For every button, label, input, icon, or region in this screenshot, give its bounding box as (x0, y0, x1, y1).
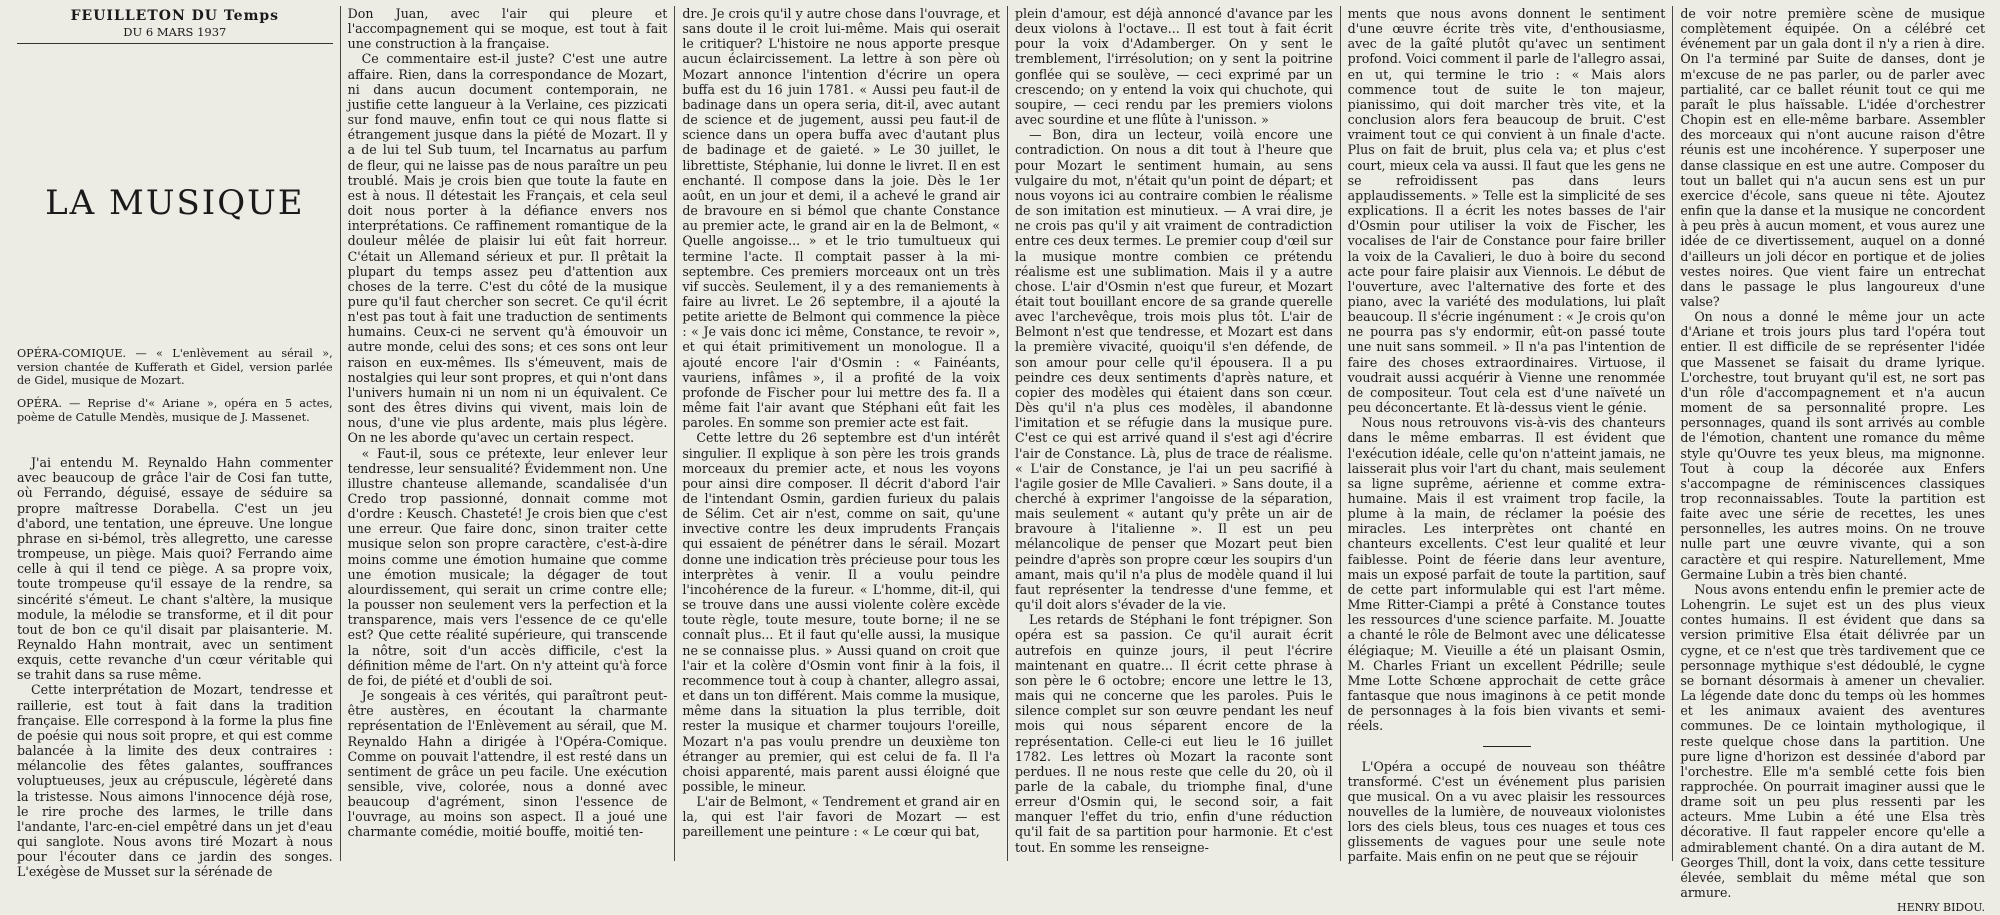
paragraph: Je songeais à ces vérités, qui paraîtront peut-être austères, en écoutant la charmante représentation de l'Enlèvement au sérail, que M. Reynaldo Hahn a dirigée à l'Opéra-Comique. Comme on pouvait l'attendre, il est resté dans un sentiment de grâce un peu facile. Une exécution sensible, vive, colorée, nous a donné avec beaucoup d'agrément, sinon l'essence de l'ouvrage, au moins son aspect. Il a joué une charmante comédie, moitié bouffe, moitié ten- (347, 688, 668, 840)
author-signature: HENRY BIDOU. (1897, 901, 1986, 915)
paragraph: J'ai entendu M. Reynaldo Hahn commenter avec beaucoup de grâce l'air de Cosi fan tutte, où Ferrando, déguisé, essaye de séduire sa propre maîtresse Dorabella. C'est un jeu d'abord, une tentation, une épreuve. Une longue phrase en si-bémol, très allegretto, une caresse trompeuse, un piège. Mais quoi? Ferrando aime celle à qui il tend ce piège. A sa propre voix, toute trompeuse qu'il essaye de la rendre, sa sincérité s'émeut. Le chant s'altère, la musique module, la mélodie se transforme, et il dit pour tout de bon ce qu'il disait par plaisanterie. M. Reynaldo Hahn montrait, avec un sentiment exquis, cette revanche d'un cœur véritable qui se trahit dans sa ruse même. (17, 455, 333, 683)
column-6 (1672, 6, 1992, 915)
column-4 (1007, 6, 1340, 861)
feuilleton-title: FEUILLETON DU Temps (70, 8, 280, 24)
spacer (17, 433, 333, 455)
article-title: LA MUSIQUE (45, 183, 305, 223)
paragraph: On nous a donné le même jour un acte d'Ariane et trois jours plus tard l'opéra tout entier. Il est difficile de se représenter l'idée que Massenet se faisait du drame lyrique. L'orchestre, tout bruyant qu'il est, ne sort pas d'un rôle d'accompagnement et n'a aucun moment de sa personnalité propre. Les personnages, quand ils sont arrivés au comble de l'émotion, chantent une romance du même style qu'Ouvre tes yeux bleus, ma mignonne. Tout à coup la décorée aux Enfers s'accompagne de réminiscences classiques trop reconnaissables. Toute la partition est faite avec une série de recettes, les unes personnelles, les autres moins. On ne trouve nulle part une œuvre vivante, qui a son caractère et qui respire. Naturellement, Mme Germaine Lubin a très bien chanté. (1680, 309, 1986, 582)
column-5 (1340, 6, 1673, 865)
paragraph: L'Opéra a occupé de nouveau son théâtre transformé. C'est un événement plus parisien que musical. On a vu avec plaisir les ressources nouvelles de la lumière, de nouveaux violonistes lors des ciels bleus, tous ces nuages et tous ces glissements de vagues pour une seule note parfaite. Mais enfin on ne peut que se réjouir (1347, 758, 1666, 865)
paragraph: « Faut-il, sous ce prétexte, leur enlever leur tendresse, leur sensualité? Évidemment non. Une illustre chanteuse allemande, scandalisée d'un Credo trop passionné, donnait comme mot d'ordre : Keusch. Chasteté! Je crois bien que c'est une erreur. Que faire donc, sinon traiter cette musique selon son propre caractère, c'est-à-dire moins comme une émotion humaine que comme une émotion musicale; la dégager de tout alourdissement, qui serait un crime contre elle; la pousser non seulement vers la perfection et la transparence, mais vers l'essence de ce qu'elle est? Que cette réalité supérieure, qui transcende la nôtre, soit d'un accès difficile, c'est la définition même de l'art. On n'y atteint qu'à force de foi, de piété et d'oubli de soi. (347, 445, 668, 688)
paragraph: ments que nous avons donnent le sentiment d'une œuvre écrite très vite, d'enthousiasme, avec de la gaîté plutôt qu'avec un sentiment profond. Voici comment il parle de l'allegro assai, en ut, qui termine le trio : « Mais alors commence tout de suite le ton majeur, pianissimo, qui doit marcher très vite, et la conclusion alors fera beaucoup de bruit. C'est vraiment tout ce qui convient à un finale d'acte. Plus on fait de bruit, plus cela va; et plus c'est court, mieux cela va aussi. Il faut que les gens ne se refroidissent pas dans leurs applaudissements. » Telle est la simplicité de ses explications. Il a écrit les notes basses de l'air d'Osmin pour utiliser la voix de Fischer, les vocalises de l'air de Constance pour faire briller la voix de la Cavalieri, le duo à boire du second acte pour faire plaisir aux Viennois. Le début de l'ouverture, avec l'alternative des forte et des piano, avec la variété des modulations, lui plaît beaucoup. Il s'écrie ingénument : « Je crois qu'on ne pourra pas s'y endormir, eût-on passé toute une nuit sans sommeil. » Il n'a pas l'intention de faire des choses extraordinaires. Virtuose, il voudrait aussi acquérir à Vienne une renommée de compositeur. Tout cela est d'une naïveté un peu déconcertante. Et là-dessus vient le génie. (1347, 6, 1666, 416)
paragraph: Nous nous retrouvons vis-à-vis des chanteurs dans le même embarras. Il est évident que l'exécution idéale, celle qu'on n'atteint jamais, ne laisserait plus voir l'art du chant, mais seulement sa ligne suprême, aérienne et comme extra-humaine. Mais il est vraiment trop facile, la plume à la main, de réclamer la poésie des miracles. Les interprètes ont chanté en chanteurs excellents. C'est leur qualité et leur faiblesse. Point de féerie dans leur aventure, mais un exposé parfait de toute la partition, sauf de cette part informulable qui est l'art même. Mme Ritter-Ciampi a prêté à Constance toutes les ressources d'une science parfaite. M. Jouatte a chanté le rôle de Belmont avec une délicatesse élégiaque; M. Vieuille a été un plaisant Osmin, M. Charles Friant un excellent Pédrille; seule Mme Lotte Schœne approchait de cette grâce fantasque que nous imaginons à ce petit monde de personnages à la fois bien vivants et semi-réels. (1347, 415, 1666, 734)
paragraph: Les retards de Stéphani le font trépigner. Son opéra est sa passion. Ce qu'il aurait écrit autrefois en quinze jours, il peut l'écrire maintenant en quatre... Il écrit cette phrase à son père le 6 octobre; encore une lettre le 13, mais qui ne concerne que les paroles. Puis le silence complet sur son œuvre pendant les neuf mois qui nous séparent encore de la représentation. Celle-ci eut lieu le 16 juillet 1782. Les lettres où Mozart la raconte sont perdues. Il ne nous reste que celle du 20, où il parle de la cabale, du triomphe final, d'une erreur d'Osmin qui, le second soir, a fait manquer l'effet du trio, enfin d'une réduction qu'il fait de sa partition pour harmonie. Et c'est tout. En somme les renseigne- (1015, 612, 1333, 855)
paragraph: — Bon, dira un lecteur, voilà encore une contradiction. On nous a dit tout à l'heure que pour Mozart le sentiment humain, au sens vulgaire du mot, n'était qu'un point de départ; et nous voyons ici au contraire combien le réalisme de son imitation est minutieux. — A vrai dire, je ne crois pas qu'il y ait vraiment de contradiction entre ces deux termes. Le premier coup d'œil sur la musique montre combien ce prétendu réalisme est une sublimation. Mais il y a autre chose. L'air d'Osmin n'est que fureur, et Mozart était tout bouillant encore de sa grande querelle avec l'archevêque, trois mois plus tôt. L'air de Belmont n'est que tendresse, et Mozart est dans la première vivacité, quoiqu'il s'en défende, de son amour pour celle qu'il épousera. Il a pu peindre ces deux sentiments d'après nature, et copier des modèles qui étaient dans son cœur. Dès qu'il n'a plus ces modèles, il abandonne l'imitation et se réfugie dans la musique pure. C'est ce qui est arrivé quand il s'est agi d'écrire l'air de Constance. Là, plus de trace de réalisme. « L'air de Constance, je l'ai un peu sacrifié à l'agile gosier de Mlle Cavalieri. » Sans doute, il a cherché à exprimer l'angoisse de la séparation, mais seulement « autant qu'y prête un air de bravoure à l'italienne ». Il est un peu mélancolique de penser que Mozart peut bien peindre d'après son propre cœur les soupirs d'un amant, mais qu'il n'a plus de modèle quand il lui faut représenter la tendresse d'une femme, et qu'il doit alors s'évader de la vie. (1015, 127, 1333, 613)
column-2 (340, 6, 675, 861)
feuilleton-header (17, 8, 333, 44)
paragraph: Ce commentaire est-il juste? C'est une autre affaire. Rien, dans la correspondance de Mozart, ni dans aucun document contemporain, ne justifie cette langueur à la Verlaine, ces pizzicati sur fond mauve, enfin tout ce qui nous flatte si étrangement jusque dans la piété de Mozart. Il y a de lui tel Sub tuum, tel Incarnatus au parfum de fleur, qui ne laisse pas de nous paraître un peu troublé. Mais je crois bien que toute la faute en est à nous. Il détestait les Français, et cela seul doit nous porter à la défiance envers nos interprétations. Ce raffinement romantique de la douleur mêlée de plaisir lui eût fait horreur. C'était un Allemand sérieux et pur. Il prêtait la plupart du temps assez peu d'attention aux choses de la terre. C'est du côté de la musique pure qu'il faut chercher son secret. Ce qu'il écrit n'est pas tout à fait une traduction de sentiments humains. Ceux-ci ne servent qu'à émouvoir un autre monde, celui des sons; et ces sons ont leur raison en eux-mêmes. Ils s'émeuvent, mais de nostalgies qui leur sont propres, et qui n'ont dans l'univers humain ni un nom ni un équivalent. Ce sont des êtres divins qui vivent, mais loin de nous, d'une vie plus ardente, mais plus légère. On ne les aborde qu'avec un certain respect. (347, 51, 668, 446)
paragraph: plein d'amour, est déjà annoncé d'avance par les deux violons à l'octave... Il est tout à fait écrit pour la voix d'Adamberger. On y sent le tremblement, l'irrésolution; on y sent la poitrine gonflée qui se soulève, — ceci exprimé par un crescendo; on y entend la voix qui chuchote, qui soupire, — ceci rendu par les premiers violons avec sourdine et une flûte à l'unisson. » (1015, 6, 1333, 128)
paragraph: Don Juan, avec l'air qui pleure et l'accompagnement qui se moque, est tout à fait une construction à la française. (347, 6, 668, 52)
feuilleton-date: DU 6 MARS 1937 (123, 25, 227, 39)
paragraph: L'air de Belmont, « Tendrement et grand air en la, qui est l'air favori de Mozart — est pareillement une peinture : « Le cœur qui bat, (682, 794, 1000, 840)
paragraph: de voir notre première scène de musique complètement équipée. On a célébré cet événement par un gala dont il n'y a rien à dire. On l'a terminé par Suite de danses, dont je m'excuse de ne pas parler, ou de parler avec partialité, car ce ballet réunit tout ce qui me paraît le plus haïssable. L'idée d'orchestrer Chopin est en elle-même barbare. Assembler des morceaux qui n'ont aucune raison d'être réunis est une incohérence. Y superposer une danse classique en est une autre. Composer du tout un ballet qui n'a aucun sens est un pur exercice d'école, sans queue ni tête. Ajoutez enfin que la danse et la musique ne concordent à peu près à aucun moment, et vous aurez une idée de ce divertissement, auquel on a donné d'ailleurs un joli décor en portique et de jolies vestes noires. Que vient faire un entrechat dans le passage le plus langoureux d'une valse? (1680, 6, 1986, 309)
notice-opera-comique: OPÉRA-COMIQUE. — « L'enlèvement au sérail », version chantée de Kufferath et Gidel, version parlée de Gidel, musique de Mozart. (17, 347, 333, 388)
section-divider (1483, 746, 1531, 747)
column-3 (674, 6, 1007, 861)
notice-opera: OPÉRA. — Reprise d'« Ariane », opéra en 5 actes, poème de Catulle Mendès, musique de J. Massenet. (17, 396, 333, 424)
paragraph: Cette lettre du 26 septembre est d'un intérêt singulier. Il explique à son père les trois grands morceaux du premier acte, et nous les voyons pour ainsi dire composer. Il décrit d'abord l'air de l'intendant Osmin, gardien furieux du palais de Sélim. Cet air n'est, comme on sait, qu'une invective contre les deux imprudents Français qui essaient de pénétrer dans le sérail. Mozart donne une indication très précieuse pour tous les interprètes à venir. Il a voulu peindre l'incohérence de la fureur. « L'homme, dit-il, qui se trouve dans une aussi violente colère excède toute règle, toute mesure, toute borne; il ne se connaît plus... Et il faut qu'elle aussi, la musique ne se connaisse plus. » Aussi quand on croit que l'air et la colère d'Osmin vont finir à la fois, il recommence tout à coup à chanter, allegro assai, et dans un ton différent. Mais comme la musique, même dans la situation la plus terrible, doit rester la musique et charmer toujours l'oreille, Mozart n'a pas voulu prendre un deuxième ton étranger au premier, qui est celui de fa. Il l'a choisi apparenté, mais parent aussi éloigné que possible, le mineur. (682, 430, 1000, 794)
column-1 (10, 6, 340, 880)
paragraph: dre. Je crois qu'il y autre chose dans l'ouvrage, et sans doute il le croit lui-même. Mais qui oserait le critiquer? L'histoire ne nous apporte presque aucun éclaircissement. La lettre à son père où Mozart annonce l'intention d'écrire un opera buffa est du 16 juin 1781. « Aussi peu faut-il de badinage dans un opera seria, dit-il, avec autant de science et de jugement, aussi peu faut-il de science dans un opera buffa avec d'autant plus de badinage et de gaieté. » Le 30 juillet, le librettiste, Stéphanie, lui donne le livret. Il en est enchanté. Il compose dans la joie. Dès le 1er août, en un jour et demi, il a achevé le grand air de bravoure en si bémol que chante Constance au premier acte, le grand air en la de Belmont, « Quelle angoisse... » et le trio tumultueux qui termine l'acte. Il comptait passer à la mi-septembre. Ces premiers morceaux ont un très vif succès. Seulement, il y a des remaniements à faire au livret. Le 26 septembre, il a ajouté la petite ariette de Belmont qui commence la pièce : « Je vais donc ici même, Constance, te revoir », et qui était primitivement un monologue. Il a ajouté encore l'air d'Osmin : « Fainéants, vauriens, infâmes », il a profité de la voix profonde de Fischer pour lui mettre des fa. Il a même fait l'air avant que Stéphani eût fait les paroles. En somme son premier acte est fait. (682, 6, 1000, 431)
paragraph: Cette interprétation de Mozart, tendresse et raillerie, est tout à fait dans la tradition française. Elle correspond à la forme la plus fine de poésie qui nous soit propre, et qui est comme balancée à la limite des deux contraires : mélancolie des fêtes galantes, souffrances voluptueuses, jeux au crépuscule, légèreté dans la tristesse. Nous aimons l'innocence déjà rose, le rire proche des larmes, le trille dans l'andante, l'arc-en-ciel empêtré dans un jet d'eau qui sanglote. Nous avons tiré Mozart à nous pour l'écouter dans ce jardin des songes. L'exégèse de Musset sur la sérénade de (17, 682, 333, 880)
header-rule (17, 43, 333, 44)
paragraph: Nous avons entendu enfin le premier acte de Lohengrin. Le sujet est un des plus vieux contes humains. Il est évident que dans sa version primitive Elsa était délivrée par un cygne, et ce n'est que très tardivement que ce personnage mythique s'est dédoublé, le cygne se bornant désormais à amener un chevalier. La légende date donc du temps où les hommes et les animaux avaient des aventures communes. De ce lointain mythologique, il reste quelque chose dans la partition. Une pure ligne d'horizon est dessinée d'abord par l'orchestre. Elle m'a semblé cette fois bien rapprochée. On pourrait imaginer aussi que le drame soit un peu plus ressenti par les acteurs. Mme Lubin a été une Elsa très décorative. Il faut rappeler encore qu'elle a admirablement chanté. On a dira autant de M. Georges Thill, dont la voix, dans cette tessiture élevée, semblait du même métal que son armure. (1680, 581, 1986, 901)
